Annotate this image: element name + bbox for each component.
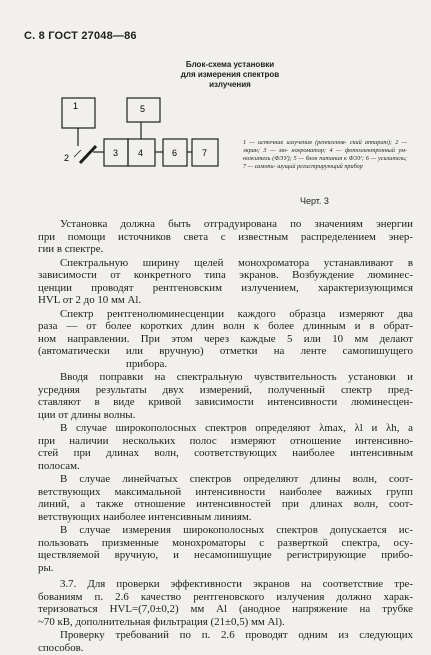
text-line: HVL от 2 до 10 мм Al. [38,294,142,306]
legend-line: 1 — источник излучения (рентгенов- [243,139,347,146]
figure-title-line: Блок-схема установки [185,60,275,69]
paragraph [38,524,413,574]
text-line: Спектральную ширину щелей монохроматора устанавливают в [60,256,413,269]
text-line: Вводя поправки на спектральную чувствительность установки и [60,371,413,383]
text-line: зависимости от конкретного типа экранов. Возбуждение люминес- [38,269,413,281]
paragraph [38,473,413,523]
text-line: пользовать призменные монохроматоры с разверткой спектра, осу- [38,536,413,549]
text-line: теризоваться HVL=(7,0±0,2) мм Al (анодное напряжение на трубке [38,603,413,615]
text-line: при помощи источников света с известным распределением энер- [38,230,413,243]
text-line: ции от длины волны. [38,408,136,421]
body-text [38,218,413,655]
paragraph [38,371,413,421]
legend-line: ский аппарат); 2 — экран; 3 — мо- [243,139,408,155]
text-line: Спектр рентгенолюминесценции каждого образца измеряют два [60,307,413,320]
paragraph [38,218,413,256]
text-line: способов. [38,641,84,654]
figure-legend [243,139,407,171]
text-line: (автоматически или вручную) отметки на ленте самопишущего [38,345,413,357]
paragraph [38,629,413,654]
page-header: С. 8 ГОСТ 27048—86 [24,30,137,42]
text-line: при наличии нескольких полос измеряют отношение интенсивно- [38,434,413,447]
text-line: линий, а также отношение интенсивностей при длинах волн, соот- [38,498,413,510]
text-line: 3.7. Для проверки эффективности экранов на соответствие тре- [60,578,413,590]
block-label: 6 [172,148,178,158]
legend-line: ножитель (ФЭУ); 5 — блок питания [243,155,343,163]
text-line: усредняя результаты двух измерений, полученный спектр пред- [38,383,413,396]
block-label: 5 [140,104,146,114]
legend-line: шущий регистрирующий прибор [277,163,363,171]
text-line: В случае измерения широкополосных спектров допускается ис- [60,524,413,536]
figure-title-line: излучения [209,80,251,89]
text-line: ставляют в виде кривой зависимости интенсивности люминесцен- [38,396,413,408]
block-label: 7 [202,148,208,158]
paragraph [38,422,413,472]
text-line: гии в спектре. [38,243,104,255]
legend-line: к ФЭУ; 6 — усилитель; 7 — самопи- [243,155,407,171]
text-line: ветствующих максимальной интенсивности наиболее важных групп [38,485,413,498]
paragraph [38,257,413,307]
text-line: В случае линейчатых спектров определяют длины волн, соот- [60,473,413,485]
legend-line: нохроматор; 4 — фотоэлектронный ум- [291,147,407,155]
paragraph [38,308,413,371]
text-line: ществляемой вручную, и несамопишущие регистрирующие прибо- [38,549,413,561]
block-label: 2 [64,153,70,163]
screen-leader-line [74,150,81,157]
text-line: раза — от более коротких длин волн к более длинным и в обрат- [38,320,413,332]
block-label: 3 [113,148,119,158]
paragraph [38,578,413,628]
text-line: стей при длинах волн, соответствующих наиболее интенсивным [38,447,413,459]
screen-element [80,146,96,163]
text-line: ном направлении. При этом через каждые 5 или 10 мм делают [38,332,413,345]
block-label: 1 [73,101,79,111]
text-line: прибора. [126,357,168,370]
block-1-source [62,98,95,128]
figure-caption: Черт. 3 [300,196,329,206]
text-line: ветствующих наиболее интенсивным линиям. [38,510,252,523]
text-line: В случае широкополосных спектров определяют λmax, λl и λh, а [60,422,413,434]
text-line: бованиям п. 2.6 качество рентгеновского излучения должно харак- [38,590,413,603]
text-line: Проверку требований по п. 2.6 проводят одним из следующих [60,629,413,641]
text-line: ценции проводят рентгеновским излучением, характеризующимся [38,281,413,294]
text-line: Установка должна быть отградуирована по значениям энергии [60,218,413,230]
text-line: ~70 кВ, дополнительная фильтрация (21±0,5) мм Al). [38,615,285,628]
block-label: 4 [138,148,144,158]
text-line: полосам. [38,459,80,472]
figure-title-line: для измерения спектров [180,70,280,79]
text-line: ры. [38,561,54,574]
